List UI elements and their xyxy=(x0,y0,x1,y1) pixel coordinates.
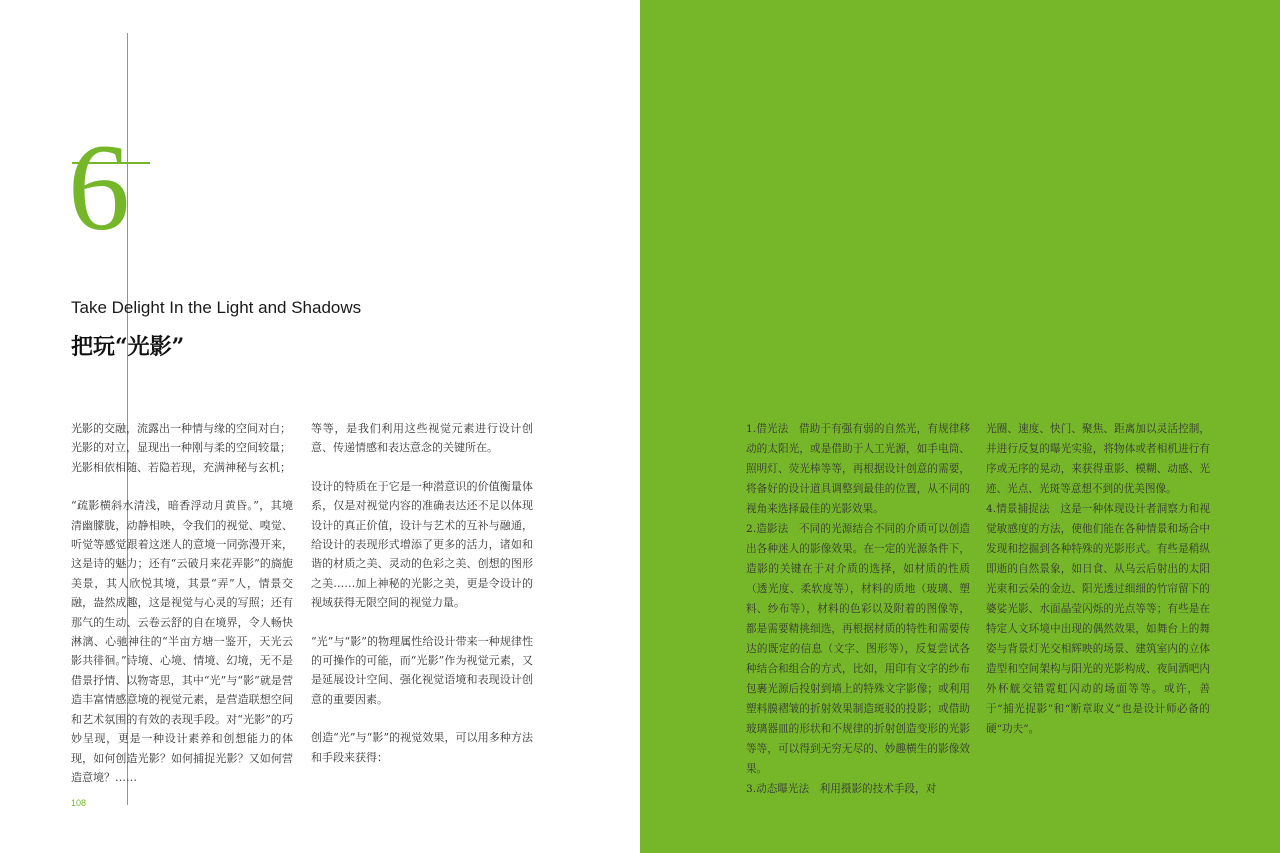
paragraph: 光圈、速度、快门、聚焦、距离加以灵活控制，并进行反复的曝光实验，将物体或者相机进行有序或无序的晃动，来获得重影、模糊、动感、光迹、光点、光斑等意想不到的优美图像。 xyxy=(986,423,1210,495)
paragraph: 光影的交融，流露出一种情与缘的空间对白； 光影的对立，显现出一种刚与柔的空间较量； 光影相依相随、若隐若现，充满神秘与玄机； xyxy=(71,422,291,474)
chapter-title-chinese: 把玩“光影” xyxy=(71,334,185,360)
paragraph: “疏影横斜水清浅，暗香浮动月黄昏。”，其境清幽朦胧，动静相映，令我们的视觉、嗅觉、听觉等感觉跟着这迷人的意境一同弥漫开来，这是诗的魅力；还有“云破月来花弄影”的旖旎美景，其人欣悦其境，其景“弄”人，情景交融，盎然成趣，这是视觉与心灵的写照；还有那气的生动、云卷云舒的自在境界，令人畅快淋漓、心驰神往的“半亩方塘一鉴开，天光云影共徘徊。”诗境、心境、情境、幻境，无不是借景抒情、以物寄思，其中“光”与“影”就是营造丰富情感意境的视觉元素，是营造联想空间和艺术氛围的有效的表现手段。对“光影”的巧妙呈现，更是一种设计素养和创想能力的体现，如何创造光影？如何捕捉光影？又如何营造意境？…… xyxy=(71,499,293,784)
body-column-2 xyxy=(311,419,533,767)
paragraph: 设计的特质在于它是一种潜意识的价值衡量体系，仅是对视觉内容的准确表达还不足以体现设计的真正价值，设计与艺术的互补与融通，给设计的表现形式增添了更多的活力，诸如和谐的材质之美、灵动的色彩之美、创想的图形之美……加上神秘的光影之美，更是令设计的视域获得无限空间的视觉力量。 xyxy=(311,479,533,610)
body-column-3 xyxy=(746,419,970,799)
chapter-number: 6 xyxy=(68,119,130,256)
body-column-4 xyxy=(986,419,1210,739)
paragraph: “光”与“影”的物理属性给设计带来一种规律性的可操作的可能，而“光影”作为视觉元素，又是延展设计空间、强化视觉语境和表现设计创意的重要因素。 xyxy=(311,634,533,706)
paragraph: 等等，是我们利用这些视觉元素进行设计创意、传递情感和表达意念的关键所在。 xyxy=(311,422,533,455)
chapter-title-english: Take Delight In the Light and Shadows xyxy=(71,298,362,317)
page-number: 108 xyxy=(71,798,87,808)
body-column-1 xyxy=(71,419,293,787)
paragraph: 1.借光法 借助于有强有弱的自然光，有规律移动的太阳光，或是借助于人工光源，如手电筒、照明灯、荧光棒等等，再根据设计创意的需要，将备好的设计道具调整到最佳的位置，从不同的视角来选择最佳的光影效果。 xyxy=(746,423,970,515)
paragraph: 2.造影法 不同的光源结合不同的介质可以创造出各种迷人的影像效果。在一定的光源条件下，造影的关键在于对介质的选择，如材质的性质（透光度、柔软度等），材料的质地（玻璃、塑料、纱布等），材料的色彩以及附着的图像等，都是需要精挑细选，再根据材质的特性和需要传达的既定的信息（文字、图形等），反复尝试各种结合和组合的方式，比如，用印有文字的纱布包裹光源后投射到墙上的特殊文字影像；或利用塑料膜褶皱的折射效果制造斑驳的投影；或借助玻璃器皿的形状和不规律的折射创造变形的光影等等，可以得到无穷无尽的、妙趣横生的影像效果。 xyxy=(746,523,970,775)
paragraph: 4.情景捕捉法 这是一种体现设计者洞察力和视觉敏感度的方法，使他们能在各种情景和场合中发现和挖掘到各种特殊的光影形式。有些是稍纵即逝的自然景象，如日食、从乌云后射出的太阳光束和云朵的金边、阳光透过细细的竹帘留下的婆娑光影、水面晶莹闪烁的光点等等；有些是在特定人文环境中出现的偶然效果，如舞台上的舞姿与背景灯光交相辉映的场景、建筑室内的立体造型和空间架构与阳光的光影构成、夜间酒吧内外杯觥交错霓虹闪动的场面等等。或许，善于“捕光捉影”和“断章取义”也是设计师必备的硬“功夫”。 xyxy=(986,503,1210,735)
paragraph: 创造“光”与“影”的视觉效果，可以用多种方法和手段来获得： xyxy=(311,731,533,764)
paragraph: 3.动态曝光法 利用摄影的技术手段，对 xyxy=(746,783,937,795)
